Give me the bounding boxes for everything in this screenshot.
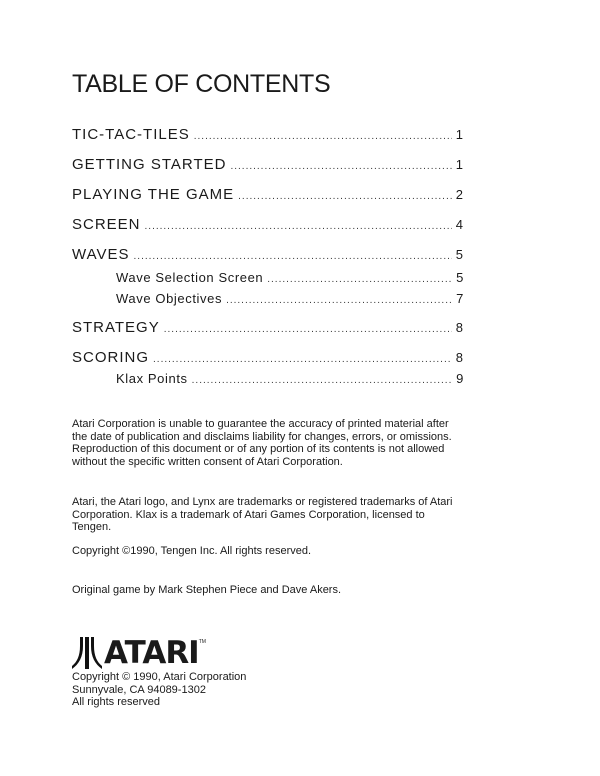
toc-entry-getting-started	[72, 156, 464, 173]
toc-entry-label: TIC-TAC-TILES	[72, 126, 190, 143]
toc-entry-klax-points	[116, 371, 464, 386]
atari-address-block	[72, 671, 246, 709]
toc-entry-label: Wave Objectives	[116, 291, 223, 306]
toc-leader-dots	[134, 251, 452, 262]
toc-entry-label: Klax Points	[116, 371, 188, 386]
atari-copyright-line: Copyright © 1990, Atari Corporation	[72, 671, 247, 683]
toc-page-number: 7	[456, 291, 464, 306]
rights-reserved-line: All rights reserved	[72, 696, 161, 709]
toc-page-number: 1	[455, 157, 464, 172]
toc-entry-tic-tac-tiles	[72, 126, 464, 143]
toc-entry-screen	[72, 216, 464, 233]
atari-fuji-icon	[72, 637, 102, 669]
toc-entry-label: WAVES	[72, 246, 130, 263]
toc-leader-dots	[238, 191, 452, 202]
toc-leader-dots	[192, 375, 452, 386]
toc-page-number: 4	[455, 217, 464, 232]
toc-leader-dots	[145, 221, 452, 232]
atari-city-line: Sunnyvale, CA 94089-1302	[72, 683, 206, 696]
toc-entry-label: STRATEGY	[72, 319, 160, 336]
toc-entry-playing-the-game	[72, 186, 464, 203]
trademark-paragraph: Atari, the Atari logo, and Lynx are trademarks or registered trademarks of Atari Corporation. Klax is a trademark of Atari Games Corporation, licensed to Tengen.	[72, 496, 453, 534]
toc-page-number: 2	[455, 187, 464, 202]
toc-entry-waves	[72, 246, 464, 263]
atari-logo	[72, 636, 206, 670]
game-credits: Original game by Mark Stephen Piece and Dave Akers.	[72, 584, 342, 596]
toc-page-number: 9	[456, 371, 464, 386]
toc-page-number: 8	[455, 350, 464, 365]
toc-entry-scoring	[72, 349, 464, 366]
toc-entry-label: GETTING STARTED	[72, 156, 227, 173]
toc-entry-label: SCREEN	[72, 216, 141, 233]
atari-wordmark: ATARI	[104, 635, 199, 671]
toc-page-number: 5	[455, 247, 464, 262]
toc-entry-label: PLAYING THE GAME	[72, 186, 235, 203]
toc-leader-dots	[267, 274, 452, 285]
toc-entry-label: SCORING	[72, 349, 150, 366]
toc-entry-wave-objectives	[116, 291, 464, 306]
disclaimer-paragraph: Atari Corporation is unable to guarantee the accuracy of printed material after the date of publication and disclaims liability for changes, errors, or omissions. Reproduction of this document or of any portion of its contents is not allowed without the specific written consent of Atari Corporation.	[72, 418, 452, 468]
toc-entry-wave-selection-screen	[116, 270, 464, 285]
trademark-symbol: TM	[198, 639, 206, 645]
toc-page-number: 5	[456, 270, 464, 285]
toc-page-number: 1	[455, 127, 464, 142]
page-title: TABLE OF CONTENTS	[72, 70, 331, 98]
toc-leader-dots	[226, 295, 452, 306]
toc-entry-label: Wave Selection Screen	[116, 270, 264, 285]
toc-leader-dots	[230, 161, 451, 172]
toc-leader-dots	[164, 324, 452, 335]
toc-entry-strategy	[72, 319, 464, 336]
tengen-copyright: Copyright ©1990, Tengen Inc. All rights reserved.	[72, 545, 312, 557]
toc-leader-dots	[153, 354, 452, 365]
toc-page-number: 8	[455, 320, 464, 335]
toc-leader-dots	[194, 131, 452, 142]
